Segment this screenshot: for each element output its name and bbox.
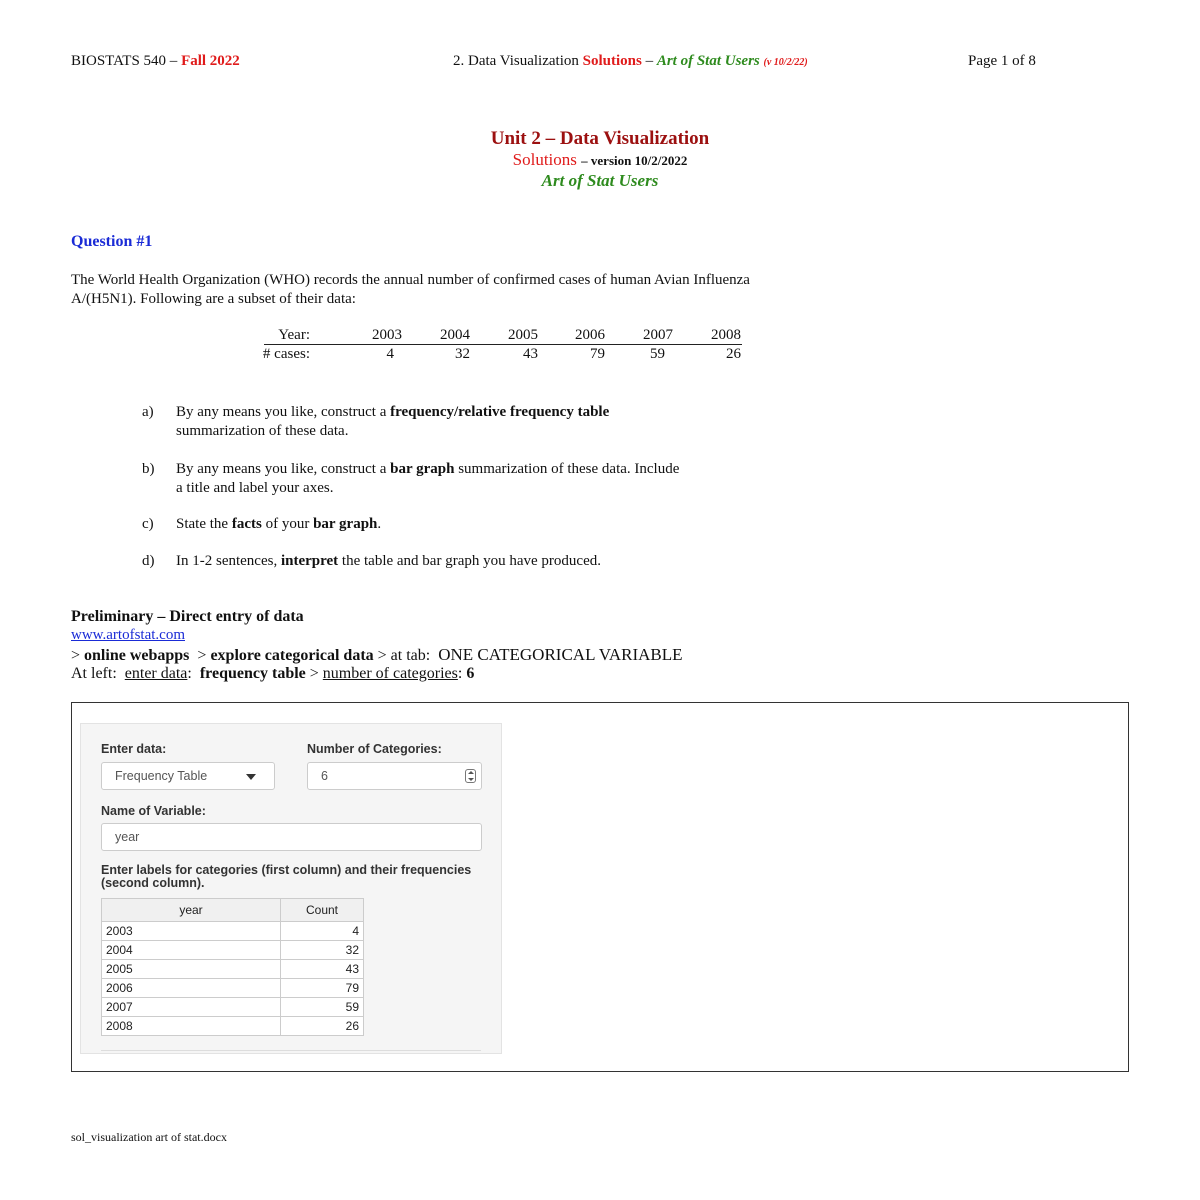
question-item-c: c) State the facts of your bar graph. — [142, 516, 382, 532]
table-row — [102, 922, 364, 941]
question-item-b: b) By any means you like, construct a bar graph summarization of these data. Include a title and label your axes. — [142, 461, 680, 496]
header-users: Art of Stat Users — [656, 53, 760, 69]
var-name-input[interactable]: year — [101, 823, 482, 851]
chevron-down-icon — [246, 774, 256, 780]
header-unit: 2. Data Visualization Solutions – Art of Stat Users (v 10/2/22) — [453, 53, 808, 69]
table-instructions: Enter labels for categories (first column) and their frequencies (second column). — [101, 863, 472, 890]
column-header-count: Count — [281, 899, 364, 922]
table-row-cases: # cases: 4 32 43 79 59 26 — [262, 346, 741, 362]
page-title: Unit 2 – Data Visualization — [490, 128, 710, 149]
table-row — [102, 998, 364, 1017]
nav-instructions: > online webapps > explore categorical data > at tab: ONE CATEGORICAL VARIABLE — [71, 645, 683, 664]
cell-count[interactable]: 79 — [281, 979, 364, 998]
panel-divider — [101, 1050, 481, 1051]
num-categories-input[interactable]: 6 — [307, 762, 482, 790]
frequency-table — [101, 898, 364, 1036]
cell-year[interactable]: 2008 — [102, 1017, 281, 1036]
question-item-a: a) By any means you like, construct a frequency/relative frequency table summarization of these data. — [142, 404, 610, 439]
table-rule — [264, 344, 742, 345]
spinner-icon[interactable] — [465, 769, 476, 783]
question-item-d: d) In 1-2 sentences, interpret the table and bar graph you have produced. — [142, 553, 601, 569]
title-users: Art of Stat Users — [541, 171, 659, 190]
cases-table — [236, 326, 741, 364]
cell-year[interactable]: 2005 — [102, 960, 281, 979]
artofstat-link[interactable]: www.artofstat.com — [71, 627, 185, 643]
cell-year[interactable]: 2004 — [102, 941, 281, 960]
table-header-row — [102, 899, 364, 922]
header-course: BIOSTATS 540 – Fall 2022 — [71, 53, 240, 69]
header-term: Fall 2022 — [181, 53, 240, 69]
cell-count[interactable]: 59 — [281, 998, 364, 1017]
var-name-label: Name of Variable: — [101, 804, 206, 818]
input-panel — [80, 723, 502, 1054]
cell-year[interactable]: 2006 — [102, 979, 281, 998]
table-row — [102, 979, 364, 998]
header-page-number: Page 1 of 8 — [968, 53, 1036, 69]
preliminary-heading: Preliminary – Direct entry of data — [71, 608, 304, 625]
table-row — [102, 1017, 364, 1036]
table-row-years: Year: 2003 2004 2005 2006 2007 2008 — [278, 327, 741, 343]
question-heading: Question #1 — [71, 233, 153, 250]
header-solutions: Solutions — [582, 53, 642, 69]
header-version: (v 10/2/22) — [763, 57, 808, 68]
cell-count[interactable]: 32 — [281, 941, 364, 960]
cell-year[interactable]: 2007 — [102, 998, 281, 1017]
table-row — [102, 960, 364, 979]
column-header-year: year — [102, 899, 281, 922]
enter-data-select[interactable]: Frequency Table — [101, 762, 275, 790]
table-row — [102, 941, 364, 960]
footer-filename: sol_visualization art of stat.docx — [71, 1130, 227, 1144]
cell-count[interactable]: 43 — [281, 960, 364, 979]
num-categories-label: Number of Categories: — [307, 742, 442, 756]
enter-data-label: Enter data: — [101, 742, 167, 756]
question-intro: The World Health Organization (WHO) records the annual number of confirmed cases of human Avian Influenza A/(H5N1). Following are a subset of their data: — [71, 272, 750, 307]
left-instructions: At left: enter data: frequency table > number of categories: 6 — [71, 665, 475, 682]
cell-year[interactable]: 2003 — [102, 922, 281, 941]
cell-count[interactable]: 26 — [281, 1017, 364, 1036]
cell-count[interactable]: 4 — [281, 922, 364, 941]
title-solutions-line: Solutions – version 10/2/2022 — [512, 150, 688, 169]
